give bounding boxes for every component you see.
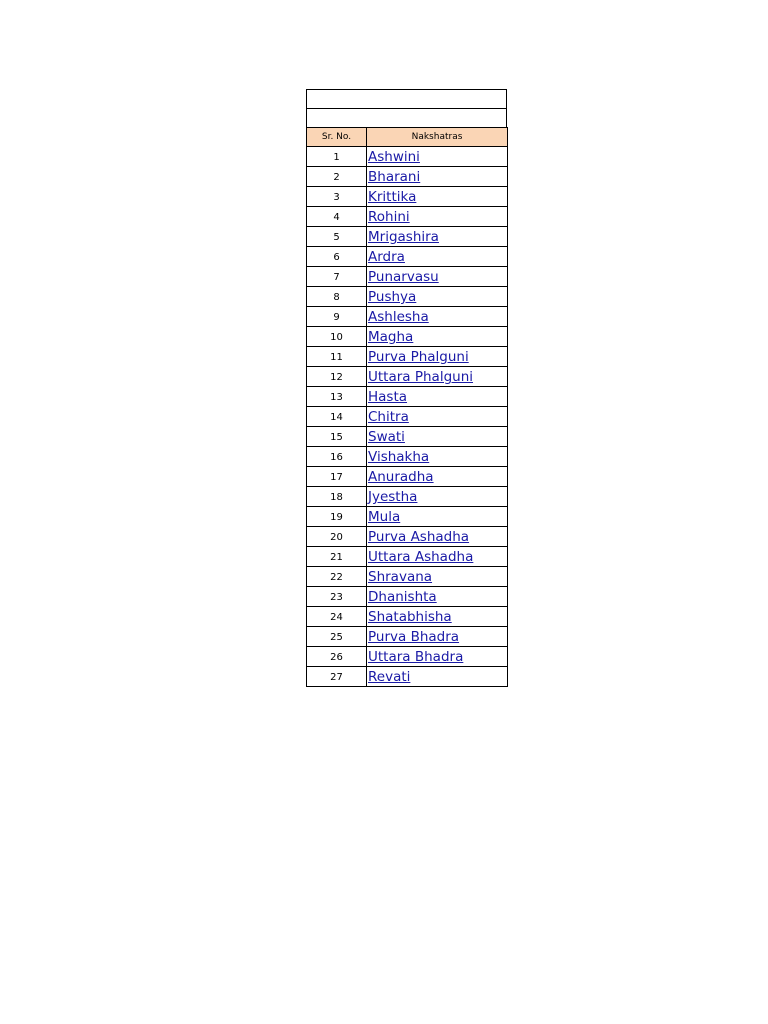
nakshatra-cell xyxy=(367,367,508,387)
nakshatra-cell xyxy=(367,167,508,187)
nakshatra-cell xyxy=(367,587,508,607)
nakshatra-link[interactable]: Revati xyxy=(368,669,411,685)
table-row xyxy=(307,367,508,387)
nakshatra-cell xyxy=(367,547,508,567)
table-row xyxy=(307,407,508,427)
empty-title-row-1 xyxy=(306,89,507,108)
sr-no-cell: 6 xyxy=(307,247,367,267)
table-row xyxy=(307,447,508,467)
nakshatra-link[interactable]: Anuradha xyxy=(368,469,434,485)
nakshatra-link[interactable]: Purva Phalguni xyxy=(368,349,469,365)
sr-no-cell: 1 xyxy=(307,147,367,167)
table-row xyxy=(307,267,508,287)
nakshatra-link[interactable]: Chitra xyxy=(368,409,409,425)
nakshatra-cell xyxy=(367,567,508,587)
sr-no-cell: 19 xyxy=(307,507,367,527)
nakshatra-cell xyxy=(367,447,508,467)
table-row xyxy=(307,587,508,607)
sr-no-cell: 3 xyxy=(307,187,367,207)
nakshatra-cell xyxy=(367,247,508,267)
table-row xyxy=(307,427,508,447)
table-row xyxy=(307,227,508,247)
nakshatra-link[interactable]: Krittika xyxy=(368,189,417,205)
table-row xyxy=(307,467,508,487)
nakshatra-cell xyxy=(367,467,508,487)
nakshatra-cell xyxy=(367,147,508,167)
sr-no-cell: 16 xyxy=(307,447,367,467)
sr-no-cell: 15 xyxy=(307,427,367,447)
table-row xyxy=(307,547,508,567)
table-row xyxy=(307,327,508,347)
sr-no-cell: 8 xyxy=(307,287,367,307)
nakshatra-link[interactable]: Uttara Phalguni xyxy=(368,369,474,385)
sr-no-cell: 25 xyxy=(307,627,367,647)
sr-no-cell: 4 xyxy=(307,207,367,227)
nakshatra-cell xyxy=(367,627,508,647)
nakshatra-link[interactable]: Punarvasu xyxy=(368,269,439,285)
nakshatra-cell xyxy=(367,427,508,447)
nakshatra-cell xyxy=(367,647,508,667)
nakshatra-cell xyxy=(367,307,508,327)
table-row xyxy=(307,387,508,407)
table-header-row xyxy=(307,128,508,147)
table-row xyxy=(307,287,508,307)
nakshatras-header: Nakshatras xyxy=(367,128,508,147)
sr-no-cell: 10 xyxy=(307,327,367,347)
nakshatra-link[interactable]: Ashwini xyxy=(368,149,420,165)
nakshatra-link[interactable]: Shatabhisha xyxy=(368,609,452,625)
nakshatra-cell xyxy=(367,507,508,527)
empty-title-row-2 xyxy=(306,108,507,127)
sr-no-cell: 14 xyxy=(307,407,367,427)
sr-no-cell: 11 xyxy=(307,347,367,367)
nakshatra-link[interactable]: Pushya xyxy=(368,289,417,305)
sr-no-cell: 12 xyxy=(307,367,367,387)
sr-no-cell: 26 xyxy=(307,647,367,667)
nakshatra-link[interactable]: Purva Bhadra xyxy=(368,629,460,645)
table-row xyxy=(307,187,508,207)
sr-no-cell: 20 xyxy=(307,527,367,547)
table-row xyxy=(307,647,508,667)
sr-no-header: Sr. No. xyxy=(307,128,367,147)
table-row xyxy=(307,167,508,187)
sr-no-cell: 22 xyxy=(307,567,367,587)
sr-no-cell: 24 xyxy=(307,607,367,627)
sr-no-cell: 18 xyxy=(307,487,367,507)
nakshatra-link[interactable]: Hasta xyxy=(368,389,408,405)
nakshatra-sheet xyxy=(306,89,507,687)
sr-no-cell: 13 xyxy=(307,387,367,407)
table-row xyxy=(307,307,508,327)
nakshatra-link[interactable]: Rohini xyxy=(368,209,410,225)
nakshatra-cell xyxy=(367,667,508,687)
nakshatra-link[interactable]: Magha xyxy=(368,329,414,345)
table-row xyxy=(307,487,508,507)
nakshatra-link[interactable]: Jyestha xyxy=(368,489,418,505)
sr-no-cell: 2 xyxy=(307,167,367,187)
sr-no-cell: 17 xyxy=(307,467,367,487)
table-row xyxy=(307,347,508,367)
sr-no-cell: 23 xyxy=(307,587,367,607)
sr-no-cell: 7 xyxy=(307,267,367,287)
table-row xyxy=(307,667,508,687)
nakshatra-link[interactable]: Bharani xyxy=(368,169,421,185)
nakshatra-link[interactable]: Ashlesha xyxy=(368,309,429,325)
sr-no-cell: 21 xyxy=(307,547,367,567)
nakshatra-table xyxy=(306,127,508,687)
table-row xyxy=(307,247,508,267)
table-row xyxy=(307,567,508,587)
nakshatra-link[interactable]: Dhanishta xyxy=(368,589,437,605)
table-row xyxy=(307,147,508,167)
nakshatra-link[interactable]: Vishakha xyxy=(368,449,430,465)
nakshatra-cell xyxy=(367,267,508,287)
nakshatra-link[interactable]: Purva Ashadha xyxy=(368,529,470,545)
sr-no-cell: 27 xyxy=(307,667,367,687)
nakshatra-cell xyxy=(367,527,508,547)
nakshatra-cell xyxy=(367,327,508,347)
nakshatra-link[interactable]: Shravana xyxy=(368,569,433,585)
nakshatra-cell xyxy=(367,347,508,367)
nakshatra-cell xyxy=(367,287,508,307)
nakshatra-cell xyxy=(367,207,508,227)
nakshatra-cell xyxy=(367,187,508,207)
nakshatra-link[interactable]: Swati xyxy=(368,429,405,445)
nakshatra-cell xyxy=(367,487,508,507)
sr-no-cell: 9 xyxy=(307,307,367,327)
nakshatra-link[interactable]: Mrigashira xyxy=(368,229,439,245)
nakshatra-cell xyxy=(367,387,508,407)
nakshatra-cell xyxy=(367,227,508,247)
nakshatra-link[interactable]: Mula xyxy=(368,509,401,525)
table-row xyxy=(307,607,508,627)
nakshatra-link[interactable]: Ardra xyxy=(368,249,405,265)
nakshatra-link[interactable]: Uttara Bhadra xyxy=(368,649,464,665)
table-row xyxy=(307,527,508,547)
sr-no-cell: 5 xyxy=(307,227,367,247)
nakshatra-link[interactable]: Uttara Ashadha xyxy=(368,549,474,565)
nakshatra-cell xyxy=(367,407,508,427)
table-row xyxy=(307,507,508,527)
table-row xyxy=(307,207,508,227)
nakshatra-cell xyxy=(367,607,508,627)
table-row xyxy=(307,627,508,647)
